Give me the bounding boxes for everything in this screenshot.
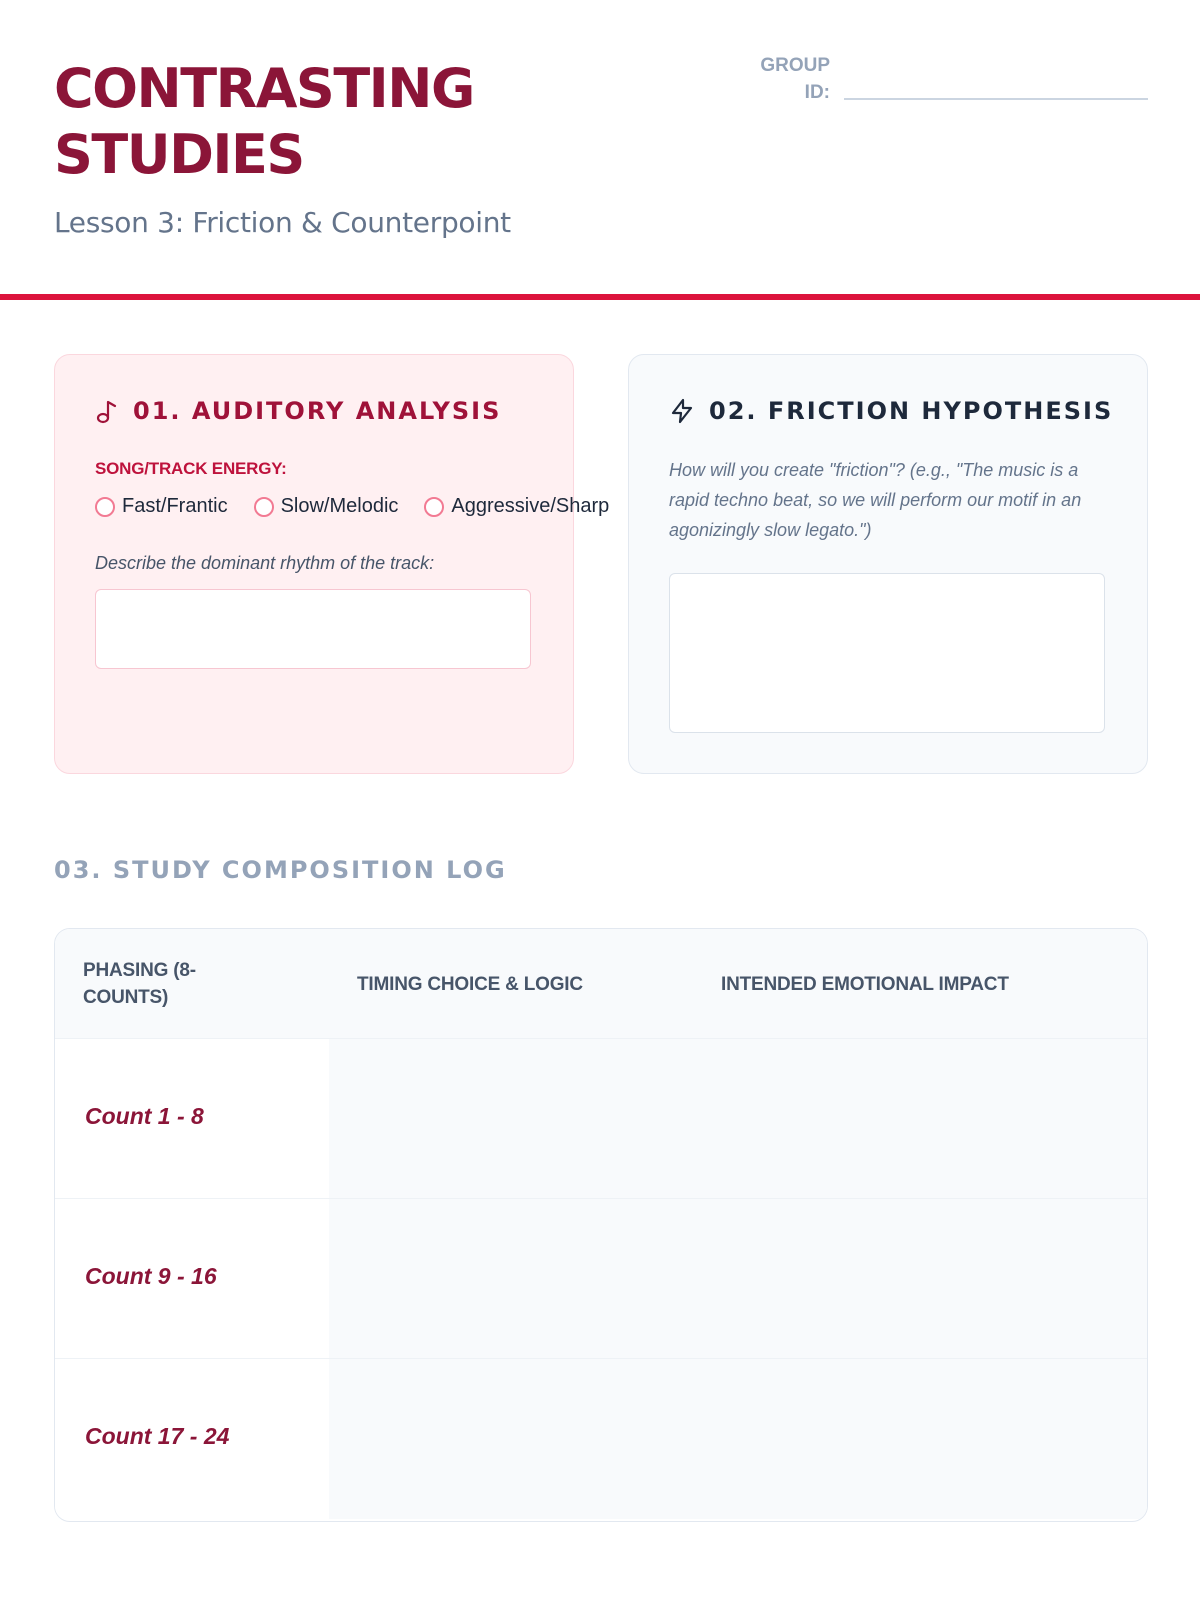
row-label-cell [55,1039,329,1198]
table-header [55,929,1147,1039]
radio-button[interactable] [95,497,115,517]
energy-label: SONG/TRACK ENERGY: [95,459,287,478]
rhythm-input[interactable] [95,589,531,669]
table-row [55,1199,1147,1359]
energy-option-label: Slow/Melodic [280,495,399,517]
column-header-impact: INTENDED EMOTIONAL IMPACT [721,974,1009,995]
group-id-label-line-1: GROUP [760,55,830,76]
rhythm-prompt: Describe the dominant rhythm of the track: [95,553,435,573]
row-entry-cell[interactable] [329,1039,1147,1198]
row-entry-cell[interactable] [329,1359,1147,1519]
page-subtitle: Lesson 3: Friction & Counterpoint [54,206,511,239]
title-line-2: STUDIES [54,123,304,186]
composition-log-title: 03. STUDY COMPOSITION LOG [54,856,507,884]
page-title [54,56,694,188]
worksheet-header [54,56,694,239]
row-label: Count 9 - 16 [85,1263,217,1289]
auditory-analysis-heading [95,397,501,425]
group-id-label-line-2: ID: [804,82,830,103]
table-row [55,1359,1147,1519]
title-line-1: CONTRASTING [54,57,474,120]
column-header-phasing: PHASING (8-COUNTS) [83,960,196,1008]
energy-option-slow[interactable] [254,495,399,518]
radio-button[interactable] [254,497,274,517]
row-label: Count 1 - 8 [85,1103,204,1129]
auditory-analysis-card [54,354,610,774]
auditory-analysis-title: 01. AUDITORY ANALYSIS [133,397,502,425]
radio-button[interactable] [424,497,444,517]
friction-input[interactable] [669,573,1105,733]
row-entry-cell[interactable] [329,1199,1147,1358]
header-divider [0,294,1200,300]
group-id-field[interactable] [748,52,1148,108]
row-label-cell [55,1199,329,1358]
music-note-icon [95,398,119,424]
friction-hypothesis-title: 02. FRICTION HYPOTHESIS [709,397,1114,425]
friction-hypothesis-card [628,354,1148,774]
lightning-bolt-icon [669,398,695,424]
friction-hypothesis-heading [669,397,1113,425]
table-row [55,1039,1147,1199]
composition-log-table [54,928,1148,1522]
row-label: Count 17 - 24 [85,1423,230,1449]
energy-option-label: Fast/Frantic [122,495,228,517]
column-header-timing: TIMING CHOICE & LOGIC [357,974,583,995]
friction-prompt: How will you create "friction"? (e.g., "The music is a rapid techno beat, so we will perform our motif in an agonizingly slow legato.") [669,460,1082,540]
energy-option-aggressive[interactable] [424,495,609,518]
energy-option-label: Aggressive/Sharp [451,495,610,517]
group-id-label [710,52,830,106]
row-label-cell [55,1359,329,1519]
group-id-input-line[interactable] [844,98,1148,100]
energy-option-fast[interactable] [95,495,228,518]
energy-radio-group [95,495,609,518]
